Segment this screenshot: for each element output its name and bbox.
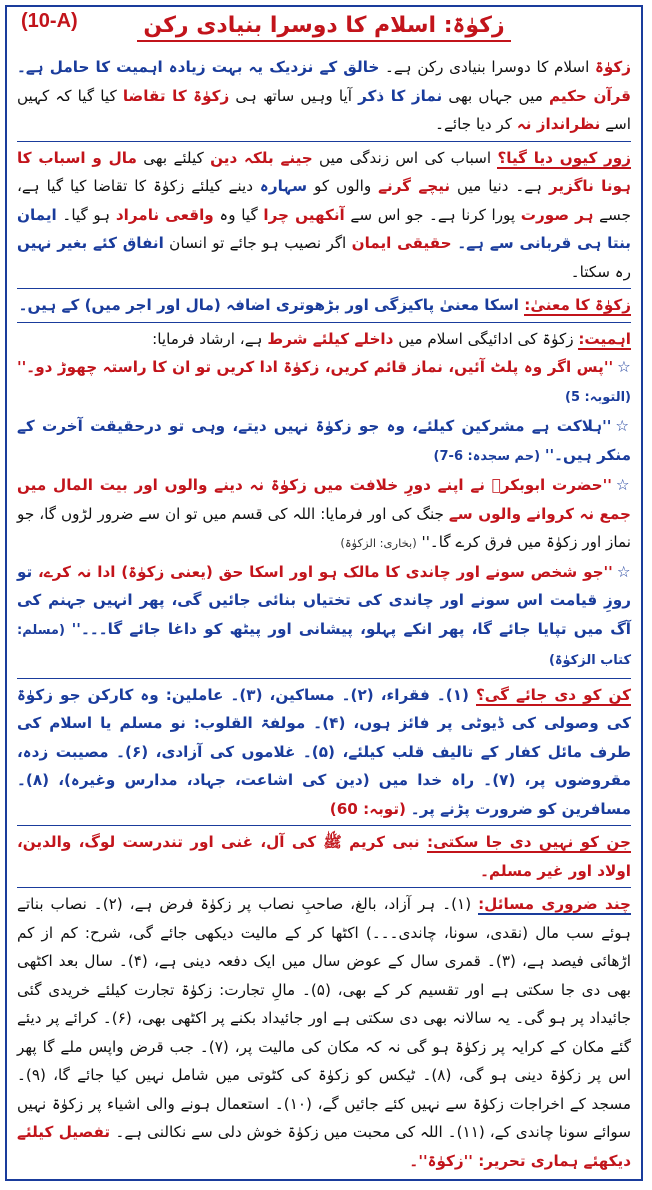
- quote-4-ref: (مسلم: کتاب الزکوٰۃ): [17, 622, 631, 668]
- quote-4-text-b: تو روزِ قیامت اس سونے اور چاندی کی تختیاں بنائی جائیں گی، پھر انہیں جہنم کی آگ میں تپایا جائے گا، پھر انکے پہلو، پیشانی اور پیٹھ کو داغا جائے گا۔۔۔'': [17, 562, 631, 638]
- emphasis-b12: پورا کرنا ہے۔ جو اس سے: [344, 205, 521, 224]
- emphasis-b10: دینے کیلئے زکوٰۃ کا تقاضا کیا گیا ہے، جسے: [17, 177, 631, 224]
- issues-tail: تفصیل کیلئے دیکھئے ہماری تحریر: ''زکوٰۃ''۔: [17, 1123, 631, 1170]
- quote-4-text-a: ''جو شخص سونے اور چاندی کا مالک ہو اور اسکا حق (یعنی زکوٰۃ) ادا نہ کرے،: [32, 562, 613, 581]
- star-icon: ☆: [617, 358, 631, 376]
- recipients-text: (۱)۔ فقراء، (۲)۔ مساکین، (۳)۔ عاملین: وہ کارکن جو زکوٰۃ کی وصولی کی ڈیوٹی پر فائز ہوں، (۴)۔ مولفۃ القلوب: نو مسلم یا اسلام کی طرف مائل کفار کے تالیف قلب کیلئے، (۵)۔ غلاموں کی آزادی، (۶)۔ مصیبت زدہ، مقروضوں پر، (۷)۔ راہ خدا میں (دین کی اشاعت، جہاد، مدارس وغیرہ)، (۸)۔ مسافرین کو ضرورت پڑنے پر۔: [17, 685, 632, 818]
- emphasis-b11: ہر صورت: [520, 205, 594, 224]
- divider: [17, 141, 631, 142]
- emphasis-b13: آنکھیں چرا: [263, 205, 345, 224]
- not-given-label: جن کو نہیں دی جا سکتی:: [427, 833, 631, 851]
- recipients-paragraph: [17, 681, 631, 824]
- star-icon: ☆: [615, 417, 631, 435]
- emphasis-b18: حقیقی ایمان: [351, 234, 458, 252]
- quote-3-text-b: جنگ کی اور فرمایا: اللہ کی قسم میں تو ان سے ضرور لڑوں گا، جو نماز اور زکوٰۃ میں فرق کرے گا۔'': [17, 504, 631, 551]
- divider: [17, 678, 631, 679]
- page-title: [7, 13, 641, 38]
- intro-a3: خالق کے نزدیک یہ بہت زیادہ اہمیت کا حامل ہے۔: [17, 58, 380, 76]
- divider: [17, 887, 631, 888]
- emphasis-paragraph: [17, 144, 631, 287]
- divider: [17, 288, 631, 289]
- intro-a6: نماز کا ذکر: [358, 86, 443, 105]
- emphasis-b17: ایمان بنتا ہی قربانی سے ہے۔: [17, 205, 631, 252]
- importance-label: اہمیت:: [578, 329, 631, 348]
- importance-text3: ہے، ارشاد فرمایا:: [152, 329, 268, 348]
- emphasis-b19: اگر نصیب ہو جائے تو انسان: [163, 234, 352, 252]
- emphasis-b8: والوں کو: [307, 177, 379, 195]
- quote-4: [17, 558, 631, 676]
- quote-3-ref: (بخاری: الزکوٰۃ): [340, 536, 417, 550]
- intro-a10: نظرانداز نہ: [516, 115, 601, 133]
- divider: [17, 322, 631, 323]
- article-body: [17, 53, 631, 1171]
- issues-label: چند ضروری مسائل:: [478, 895, 631, 913]
- divider: [17, 825, 631, 826]
- page-label: (10-A): [21, 10, 78, 32]
- issues-paragraph: [17, 890, 631, 1175]
- star-icon: ☆: [615, 476, 631, 494]
- emphasis-b21: رہ سکتا۔: [570, 262, 631, 281]
- quote-3: [17, 471, 631, 558]
- importance-paragraph: [17, 325, 631, 354]
- not-given-paragraph: [17, 828, 631, 885]
- intro-paragraph: [17, 53, 631, 139]
- emphasis-b15: واقعی نامراد: [115, 205, 214, 224]
- emphasis-b7: نیچے گرنے: [378, 177, 451, 195]
- meaning-text: اسکا معنیٰ پاکیزگی اور بڑھوتری اضافہ (مال اور اجر میں) کے ہیں۔: [18, 296, 525, 314]
- importance-text2: داخلے کیلئے شرط: [267, 329, 394, 348]
- intro-a11: کر دیا جائے۔: [435, 115, 517, 133]
- quote-2: [17, 412, 631, 471]
- emphasis-b6: ہے۔ دنیا میں: [450, 177, 549, 195]
- page-title-text: زکوٰۃ: اسلام کا دوسرا بنیادی رکن: [137, 13, 510, 42]
- emphasis-b9: سہارہ: [259, 177, 308, 195]
- meaning-label: زکوٰۃ کا معنیٰ:: [524, 296, 631, 314]
- intro-a9: کیا گیا کہ کہیں اسے: [17, 86, 631, 133]
- intro-a1: زکوٰۃ: [595, 58, 631, 76]
- quote-1-ref: (التوبہ: 5): [565, 389, 631, 405]
- quote-2-text: ''ہلاکت ہے مشرکین کیلئے، وہ جو زکوٰۃ نہیں دیتے، وہی تو درحقیقت آخرت کے منکر ہیں۔'': [17, 417, 631, 464]
- quote-2-ref: (حم سجدہ: 6-7): [433, 448, 541, 464]
- quote-3-text: ''حضرت ابوبکرؓ نے اپنے دورِ خلافت میں زکوٰۃ نہ دینے والوں اور بیت المال میں جمع نہ کروانے والوں سے: [17, 476, 631, 523]
- emphasis-b20: انفاق کئے بغیر نہیں: [17, 234, 164, 252]
- intro-a2: اسلام کا دوسرا بنیادی رکن ہے۔: [379, 58, 595, 76]
- issues-text: (۱)۔ ہر آزاد، بالغ، صاحبِ نصاب پر زکوٰۃ فرض ہے، (۲)۔ نصاب بناتے ہوئے سب مال (نقدی، سونا، چاندی۔۔۔) اکٹھا کر کے مالیت دیکھی جائے گی، شرح: کم از کم اڑھائی فیصد ہے، (۳)۔ قمری سال کے عوض سال میں ایک دفعہ دینی ہے، (۴)۔ سال بعد اکٹھی بھی دی جا سکتی ہے اور تقسیم کر کے بھی، (۵)۔ مالِ تجارت: زکوٰۃ تجارت کیلئے خریدی گئی جائیداد پر ہو گی۔ یہ سالانہ بھی دی سکتی ہے اور جائیداد بکنے پر اکٹھی بھی، (۶)۔ کرائے پر دیئے گئے مکان کے کرایہ پر زکوٰۃ ہو گی نہ کہ مکان کی مالیت پر، (۷)۔ جب قرض واپس ملے گا پھر اس پر زکوٰۃ دینی ہو گی، (۸)۔ ٹیکس کو زکوٰۃ کی کٹوتی میں شامل نہیں کیا جائے گا، (۹)۔ مسجد کے اخراجات زکوٰۃ سے نہیں کئے جائیں گے، (۱۰)۔ استعمال ہونے والی اشیاء پر زکوٰۃ نہیں سوائے سونا چاندی کے، (۱۱)۔ اللہ کی محبت میں زکوٰۃ خوش دلی سے نکالنی ہے۔: [17, 895, 631, 1141]
- quote-1-text: ''پس اگر وہ پلٹ آئیں، نماز قائم کریں، زکوٰۃ ادا کریں تو ان کا راستہ چھوڑ دو۔'': [17, 358, 614, 376]
- meaning-paragraph: [17, 291, 631, 320]
- emphasis-b14: گیا وہ: [213, 205, 264, 224]
- page-frame: [5, 5, 643, 1181]
- emphasis-b4: کیلئے بھی: [136, 148, 211, 167]
- intro-a8: زکوٰۃ کا تقاضا: [122, 86, 230, 105]
- emphasis-b16: ہو گیا۔: [56, 205, 116, 224]
- emphasis-b5: مال و اسباب کا ہونا ناگزیر: [17, 148, 632, 195]
- recipients-ref: (توبہ: 60): [329, 799, 406, 818]
- quote-1: [17, 353, 631, 412]
- intro-a4: قرآن حکیم: [548, 86, 632, 105]
- recipients-label: کن کو دی جائے گی؟: [475, 685, 631, 704]
- not-given-text: نبی کریم ﷺ کی آل، غنی اور تندرست لوگ، والدین، اولاد اور غیر مسلم۔: [17, 833, 631, 880]
- intro-a5: میں جہاں بھی: [442, 86, 549, 105]
- star-icon: ☆: [616, 562, 631, 581]
- emphasis-b2: اسباب کی اس زندگی میں: [312, 148, 498, 167]
- emphasis-b3: جینے بلکہ دین: [210, 148, 313, 167]
- emphasis-b1: زور کیوں دیا گیا؟: [497, 148, 631, 167]
- importance-text1: زکوٰۃ کی ادائیگی اسلام میں: [393, 329, 579, 348]
- intro-a7: آیا وہیں ساتھ ہی: [229, 86, 359, 105]
